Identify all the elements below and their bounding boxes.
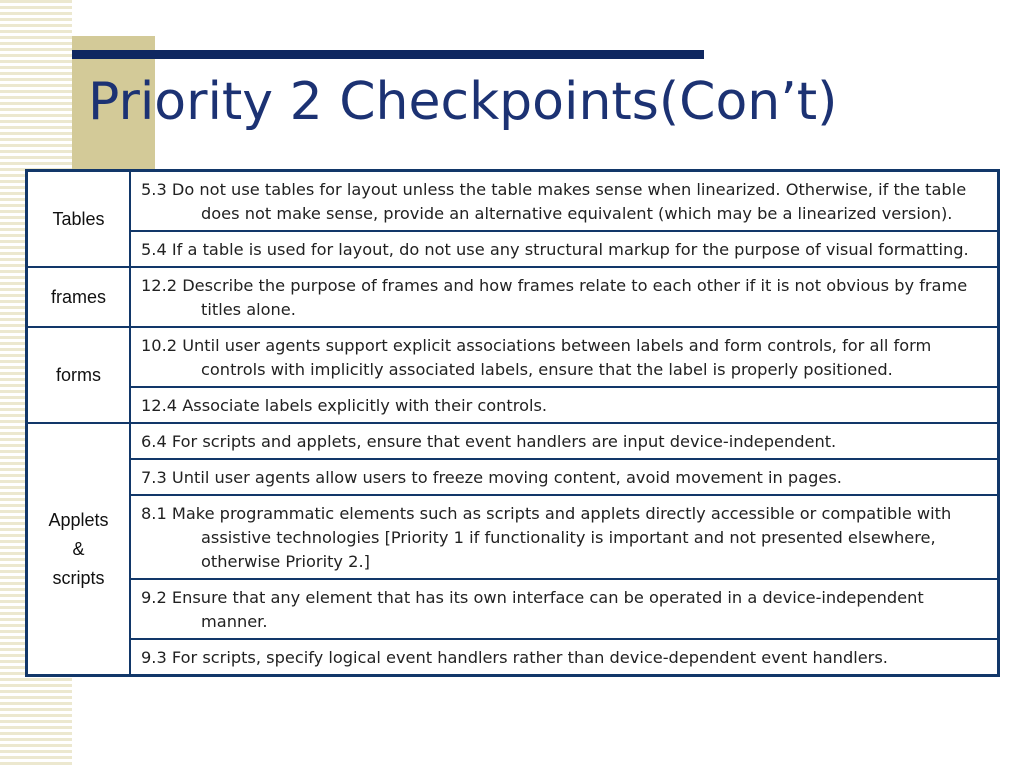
checkpoint-cell (130, 327, 999, 387)
checkpoint-cell (130, 495, 999, 579)
checkpoint-cell (130, 171, 999, 232)
category-cell (27, 267, 131, 327)
checkpoint-text: 5.3 Do not use tables for layout unless the table makes sense when linearized. Otherwise, if the table does not make sense, provide an alternative equivalent (which may be a linearized version). (141, 180, 967, 223)
checkpoint-text: 10.2 Until user agents support explicit associations between labels and form controls, for all form controls with implicitly associated labels, ensure that the label is properly positioned. (141, 336, 932, 379)
checkpoint-cell (130, 423, 999, 459)
table-row (27, 579, 999, 639)
category-label: Tables (52, 208, 105, 229)
category-cell (27, 327, 131, 423)
checkpoint-cell (130, 579, 999, 639)
checkpoint-cell (130, 231, 999, 267)
checkpoint-text: 5.4 If a table is used for layout, do not use any structural markup for the purpose of visual formatting. (141, 240, 969, 259)
table-body (27, 171, 999, 676)
table-row (27, 327, 999, 387)
table-row (27, 423, 999, 459)
checkpoint-cell (130, 639, 999, 676)
category-label: scripts (52, 567, 105, 588)
table-row (27, 387, 999, 423)
checkpoint-cell (130, 267, 999, 327)
category-label: & (72, 538, 85, 559)
category-cell (27, 423, 131, 676)
checkpoint-cell (130, 387, 999, 423)
table-row (27, 171, 999, 232)
category-label: Applets (48, 509, 109, 530)
table-row (27, 639, 999, 676)
checkpoint-cell (130, 459, 999, 495)
table-row (27, 267, 999, 327)
checkpoint-text: 8.1 Make programmatic elements such as scripts and applets directly accessible or compatible with assistive technologies [Priority 1 if functionality is important and not presented elsewhere, otherwise Priority 2.] (141, 504, 952, 571)
checkpoint-text: 7.3 Until user agents allow users to freeze moving content, avoid movement in pages. (141, 468, 842, 487)
title-rule (72, 50, 704, 59)
checkpoint-text: 6.4 For scripts and applets, ensure that event handlers are input device-independent. (141, 432, 837, 451)
category-label: frames (50, 286, 106, 307)
table-row (27, 495, 999, 579)
checkpoint-text: 9.2 Ensure that any element that has its own interface can be operated in a device-independent manner. (141, 588, 924, 631)
category-cell (27, 171, 131, 268)
slide-title: Priority 2 Checkpoints(Con’t) (88, 72, 838, 132)
category-label: forms (56, 364, 101, 385)
checkpoint-text: 12.4 Associate labels explicitly with their controls. (141, 396, 548, 415)
table-row (27, 459, 999, 495)
checkpoints-table (25, 169, 1000, 677)
checkpoint-text: 12.2 Describe the purpose of frames and how frames relate to each other if it is not obvious by frame titles alone. (141, 276, 968, 319)
table-row (27, 231, 999, 267)
checkpoint-text: 9.3 For scripts, specify logical event handlers rather than device-dependent event handlers. (141, 648, 888, 667)
